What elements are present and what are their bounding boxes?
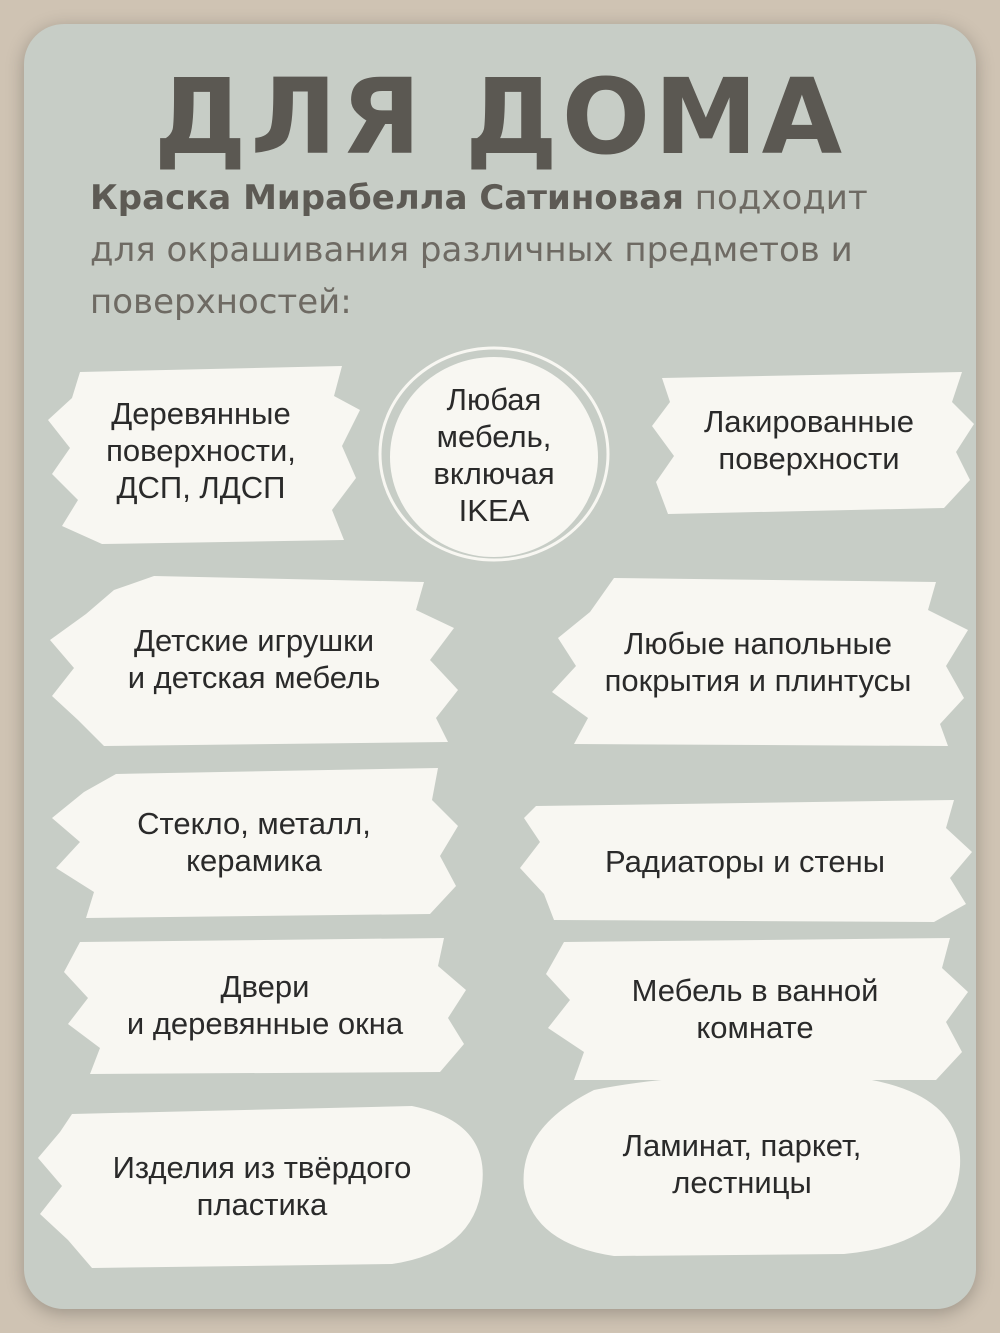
product-name: Краска Мирабелла Сатиновая xyxy=(90,178,684,218)
item-label: Любые напольные покрытия и плинтусы xyxy=(604,626,912,698)
item-hard-plastic xyxy=(32,1102,492,1270)
item-label: Детские игрушки и детская мебель xyxy=(127,623,381,695)
item-floor-coverings xyxy=(544,574,972,750)
item-bathroom-furniture xyxy=(540,934,970,1084)
item-label: Стекло, металл, керамика xyxy=(137,806,371,878)
item-label: Двери и деревянные окна xyxy=(126,969,404,1041)
item-label: Любая мебель, включая IKEA xyxy=(433,382,555,528)
item-label: Изделия из твёрдого пластика xyxy=(112,1150,412,1222)
item-glass-metal xyxy=(46,764,462,920)
item-laminate-parquet xyxy=(514,1068,970,1260)
item-lacquered-surfaces xyxy=(644,364,974,516)
item-radiators-walls xyxy=(514,796,976,926)
item-label: Ламинат, паркет, лестницы xyxy=(622,1128,862,1200)
item-label: Лакированные поверхности xyxy=(703,404,915,476)
intro-text xyxy=(90,172,930,328)
item-any-furniture xyxy=(376,342,612,568)
item-label: Мебель в ванной комнате xyxy=(631,973,879,1045)
item-label: Радиаторы и стены xyxy=(605,843,885,879)
item-wood-surfaces xyxy=(42,350,360,550)
item-doors-windows xyxy=(60,932,470,1078)
info-card xyxy=(24,24,976,1309)
page-title: ДЛЯ ДОМА xyxy=(153,56,847,178)
item-label: Деревянные поверхности, ДСП, ЛДСП xyxy=(106,395,296,505)
intro-rest: подходит для окрашивания различных предметов и поверхностей: xyxy=(90,178,868,322)
item-kids-toys xyxy=(44,570,464,748)
